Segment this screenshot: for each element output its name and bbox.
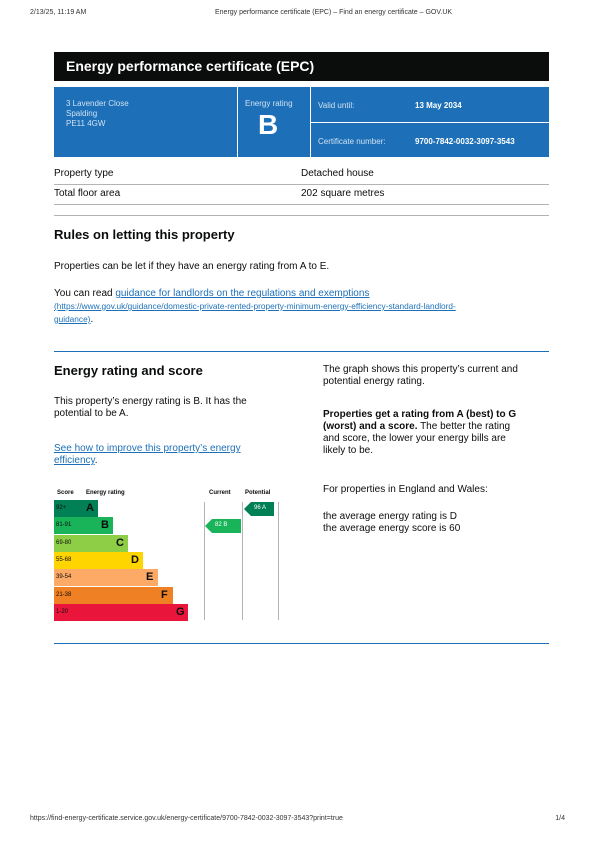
regional-note: For properties in England and Wales: bbox=[323, 484, 488, 495]
print-datetime: 2/13/25, 11:19 AM bbox=[30, 9, 87, 16]
energy-rating-label: Energy rating bbox=[245, 99, 293, 108]
divider bbox=[54, 643, 549, 644]
guidance-prefix: You can read bbox=[54, 288, 116, 299]
rating-explanation-line: likely to be. bbox=[323, 445, 374, 456]
band-letter: F bbox=[161, 588, 168, 601]
page-title: Energy performance certificate (EPC) bbox=[54, 52, 549, 81]
address-line-2: Spalding bbox=[66, 109, 98, 118]
energy-rating-chart bbox=[54, 490, 284, 630]
print-page-number: 1/4 bbox=[555, 815, 565, 822]
band-score-range: 21-38 bbox=[56, 591, 72, 598]
band-d bbox=[54, 552, 204, 569]
band-score-range: 39-54 bbox=[56, 574, 72, 581]
chart-column-divider bbox=[278, 502, 279, 620]
band-letter: E bbox=[146, 571, 154, 584]
potential-column-header: Potential bbox=[245, 490, 271, 496]
letting-heading: Rules on letting this property bbox=[54, 227, 235, 242]
print-page-title: Energy performance certificate (EPC) – Find an energy certificate – GOV.UK bbox=[215, 9, 453, 16]
score-column-header: Score bbox=[57, 490, 74, 496]
guidance-link[interactable]: guidance for landlords on the regulations and exemptions bbox=[115, 288, 370, 299]
floor-area-value: 202 square metres bbox=[301, 188, 385, 199]
valid-until-label: Valid until: bbox=[318, 101, 355, 110]
divider bbox=[54, 351, 549, 352]
band-score-range: 81-91 bbox=[56, 522, 72, 529]
improve-efficiency-link[interactable]: See how to improve this property’s energy bbox=[54, 443, 241, 454]
band-bar bbox=[54, 604, 188, 621]
certificate-number-label: Certificate number: bbox=[318, 137, 386, 146]
divider bbox=[310, 122, 549, 123]
link-suffix: . bbox=[94, 455, 98, 466]
band-g bbox=[54, 604, 204, 621]
rating-paragraph-line: This property’s energy rating is B. It has the bbox=[54, 396, 247, 407]
guidance-suffix: . bbox=[90, 314, 94, 325]
divider bbox=[237, 87, 238, 157]
property-type-value: Detached house bbox=[301, 168, 374, 179]
valid-until-value: 13 May 2034 bbox=[415, 101, 462, 110]
band-b bbox=[54, 517, 204, 534]
band-letter: G bbox=[176, 605, 185, 618]
letting-paragraph: Properties can be let if they have an energy rating from A to E. bbox=[54, 261, 330, 272]
potential-rating-arrow bbox=[244, 502, 274, 516]
energy-rating-letter: B bbox=[258, 109, 279, 140]
graph-description-line: potential energy rating. bbox=[323, 376, 425, 387]
property-type-row bbox=[54, 165, 549, 185]
average-rating: the average energy rating is D bbox=[323, 511, 457, 522]
print-url: https://find-energy-certificate.service.gov.uk/energy-certificate/9700-7842-0032-3097-3543?print=true bbox=[30, 815, 343, 822]
band-score-range: 69-80 bbox=[56, 539, 72, 546]
address-line-1: 3 Lavender Close bbox=[66, 99, 129, 108]
rating-explanation-line: and score, the lower your energy bills are bbox=[323, 433, 506, 444]
band-f bbox=[54, 587, 204, 604]
improve-link-paragraph bbox=[54, 443, 241, 467]
band-score-range: 92+ bbox=[56, 505, 67, 511]
rating-heading: Energy rating and score bbox=[54, 363, 203, 378]
band-letter: A bbox=[86, 502, 94, 514]
divider bbox=[54, 215, 549, 216]
band-score-range: 55-68 bbox=[56, 556, 72, 563]
band-letter: C bbox=[116, 536, 124, 549]
property-address bbox=[66, 99, 129, 129]
certificate-summary-box bbox=[54, 87, 549, 157]
band-bar bbox=[54, 587, 173, 604]
floor-area-row bbox=[54, 185, 549, 205]
band-letter: B bbox=[101, 519, 109, 532]
rating-column-header: Energy rating bbox=[86, 490, 125, 496]
certificate-number-value: 9700-7842-0032-3097-3543 bbox=[415, 137, 515, 146]
guidance-paragraph bbox=[54, 288, 549, 326]
band-score-range: 1-20 bbox=[56, 608, 69, 615]
improve-efficiency-link-cont[interactable]: efficiency bbox=[54, 455, 95, 466]
average-stats bbox=[323, 511, 548, 535]
rating-explanation bbox=[323, 409, 548, 457]
rating-explanation-line: Properties get a rating from A (best) to G bbox=[323, 409, 517, 420]
guidance-url[interactable]: (https://www.gov.uk/guidance/domestic-private-rented-property-minimum-energy-efficiency-standard-landlord- bbox=[54, 301, 456, 311]
address-line-3: PE11 4GW bbox=[66, 119, 106, 128]
average-score: the average energy score is 60 bbox=[323, 523, 461, 534]
band-a bbox=[54, 500, 204, 517]
band-e bbox=[54, 569, 204, 586]
graph-description bbox=[323, 364, 548, 388]
rating-explanation-rest: The better the rating bbox=[417, 421, 511, 432]
current-rating-arrow-label: 82 B bbox=[215, 521, 228, 528]
band-letter: D bbox=[131, 553, 139, 566]
floor-area-label: Total floor area bbox=[54, 188, 121, 199]
property-type-label: Property type bbox=[54, 168, 114, 179]
guidance-url-cont[interactable]: guidance) bbox=[54, 314, 91, 324]
chart-column-divider bbox=[242, 502, 243, 620]
band-c bbox=[54, 535, 204, 552]
rating-paragraph-line: potential to be A. bbox=[54, 408, 129, 419]
graph-description-line: The graph shows this property’s current and bbox=[323, 364, 518, 375]
rating-explanation-bold: (worst) and a score. bbox=[323, 421, 418, 432]
potential-rating-arrow-label: 96 A bbox=[254, 504, 267, 511]
current-rating-arrow bbox=[205, 519, 241, 533]
current-column-header: Current bbox=[209, 490, 231, 496]
rating-paragraph bbox=[54, 396, 247, 420]
